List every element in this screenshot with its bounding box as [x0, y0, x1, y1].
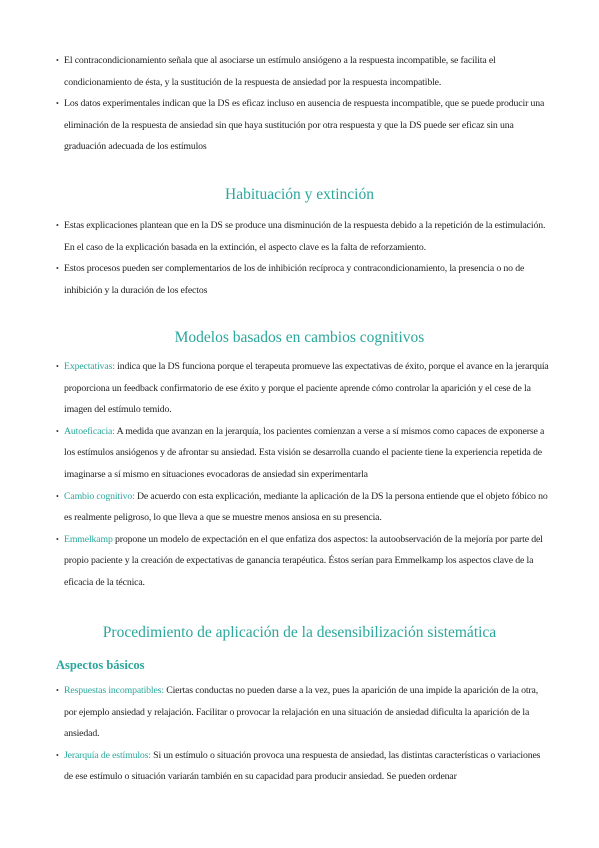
list-item	[0, 680, 599, 745]
section-heading: Procedimiento de aplicación de la desensibilización sistemática	[102, 624, 497, 641]
item-text: indica que la DS funciona porque el terapeuta promueve las expectativas de éxito, porque el avance en la jerarquía proporciona un feedback confirmatorio de ese éxito y porque el paciente aprende cómo controlar la aparición y el cese de la imagen del estímulo temido.	[64, 361, 549, 416]
term-label: Emmelkamp	[64, 533, 113, 545]
list-item	[0, 745, 599, 788]
term-label: Respuestas incompatibles:	[64, 685, 164, 696]
section-heading: Habituación y extinción	[225, 186, 374, 203]
bullet-icon: •	[56, 534, 59, 544]
bullet-icon: •	[56, 264, 59, 274]
bullet-list	[0, 680, 599, 788]
bullet-icon: •	[56, 56, 59, 65]
term-label: Expectativas:	[64, 361, 115, 372]
term-label: Cambio cognitivo:	[64, 490, 135, 502]
bullet-list	[0, 356, 599, 594]
item-text: Estos procesos pueden ser complementarios de los de inhibición recíproca y contracondicionamiento, la presencia o no de inhibición y la duración de los efectos	[64, 263, 525, 296]
bullet-list	[0, 215, 599, 301]
section-heading: Modelos basados en cambios cognitivos	[174, 329, 425, 346]
bullet-icon: •	[56, 362, 59, 371]
item-text: Ciertas conductas no pueden darse a la vez, pues la aparición de una impide la aparición de la otra, por ejemplo ansiedad y relajación. Facilitar o provocar la relajación en una situación de ansiedad dificulta la aparición de la ansiedad.	[64, 685, 539, 740]
item-text: propone un modelo de expectación en el que enfatiza dos aspectos: la autoobservación de la mejoría por parte del propio paciente y la creación de expectativas de ganancia terapéutica. Éstos serían para Emmelkamp los aspectos clave de la eficacia de la técnica.	[64, 533, 543, 588]
item-text: Estas explicaciones plantean que en la DS se produce una disminución de la respuesta debido a la repetición de la estimulación. En el caso de la explicación basada en la extinción, el aspecto clave es la falta de reforzamiento.	[64, 220, 546, 253]
item-text: El contracondicionamiento señala que al asociarse un estímulo ansiógeno a la respuesta incompatible, se facilita el condicionamiento de ésta, y la sustitución de la respuesta de ansiedad por la respuesta incompatible.	[64, 55, 496, 88]
term-label: Autoeficacia:	[64, 425, 115, 437]
list-item	[0, 50, 599, 93]
bullet-icon: •	[56, 426, 59, 436]
list-item	[0, 258, 599, 301]
item-text: A medida que avanzan en la jerarquía, los pacientes comienzan a verse a sí mismos como capaces de exponerse a los estímulos ansiógenos y de afrontar su ansiedad. Esta visión se desarrolla cuando el paciente tiene la experiencia repetida de imaginarse a sí mismo en situaciones evocadoras de ansiedad sin experimentarla	[64, 425, 545, 480]
term-label: Jerarquía de estímulos:	[64, 749, 151, 761]
bullet-list	[0, 50, 599, 158]
list-item	[0, 215, 599, 258]
list-item	[0, 486, 599, 529]
list-item	[0, 356, 599, 421]
list-item	[0, 421, 599, 486]
bullet-icon: •	[56, 491, 59, 501]
bullet-icon: •	[56, 750, 59, 760]
bullet-icon: •	[56, 221, 59, 230]
subsection-heading: Aspectos básicos	[56, 658, 145, 672]
item-text: De acuerdo con esta explicación, mediante la aplicación de la DS la persona entiende que el objeto fóbico no es realmente peligroso, lo que lleva a que se muestre menos ansiosa en su presencia.	[64, 490, 548, 524]
list-item	[0, 529, 599, 594]
item-text: Los datos experimentales indican que la DS es eficaz incluso en ausencia de respuesta incompatible, que se puede producir una eliminación de la respuesta de ansiedad sin que haya sustitución por otra respuesta y que la DS puede ser eficaz sin una graduación adecuada de los estímulos	[64, 98, 545, 153]
list-item	[0, 93, 599, 158]
item-text: Si un estímulo o situación provoca una respuesta de ansiedad, las distintas características o variaciones de ese estímulo o situación variarán también en su capacidad para producir ansiedad. Se pueden ordenar	[64, 749, 541, 783]
bullet-icon: •	[56, 99, 59, 109]
bullet-icon: •	[56, 686, 59, 695]
